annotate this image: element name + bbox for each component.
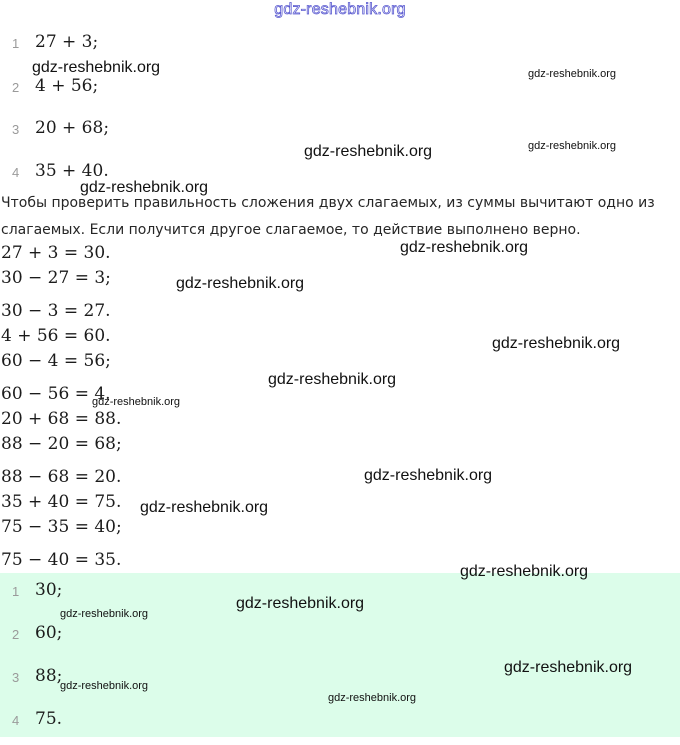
watermark: gdz-reshebnik.org bbox=[176, 275, 305, 292]
answer-value: 60; bbox=[35, 623, 63, 643]
watermark: gdz-reshebnik.org bbox=[492, 335, 621, 352]
watermark: gdz-reshebnik.org bbox=[504, 659, 633, 676]
task-line-number: 1 bbox=[12, 36, 20, 51]
task-line-expression: 27 + 3; bbox=[35, 32, 99, 52]
watermark: gdz-reshebnik.org bbox=[140, 499, 269, 516]
watermark: gdz-reshebnik.org bbox=[60, 680, 149, 692]
watermark: gdz-reshebnik.org bbox=[364, 467, 493, 484]
check-line: 75 − 35 = 40; bbox=[1, 517, 122, 537]
watermark: gdz-reshebnik.org bbox=[268, 371, 397, 388]
watermark: gdz-reshebnik.org bbox=[236, 595, 365, 612]
check-line: 4 + 56 = 60. bbox=[1, 326, 111, 346]
watermark: gdz-reshebnik.org bbox=[304, 143, 433, 160]
watermark: gdz-reshebnik.org bbox=[460, 563, 589, 580]
answer-number: 1 bbox=[12, 584, 20, 599]
check-line: 30 − 27 = 3; bbox=[1, 268, 111, 288]
check-line: 60 − 56 = 4. bbox=[1, 384, 111, 404]
watermark: gdz-reshebnik.org bbox=[32, 59, 161, 76]
explanation-line-2: слагаемых. Если получится другое слагаемое, то действие выполнено верно. bbox=[1, 222, 581, 238]
check-line: 88 − 20 = 68; bbox=[1, 434, 122, 454]
answer-value: 88; bbox=[35, 666, 63, 686]
header-watermark: gdz-reshebnik.org bbox=[274, 1, 406, 18]
watermark: gdz-reshebnik.org bbox=[80, 179, 209, 196]
explanation-line-1: Чтобы проверить правильность сложения двух слагаемых, из суммы вычитают одно из bbox=[1, 195, 655, 211]
answer-value: 75. bbox=[35, 709, 63, 729]
watermark: gdz-reshebnik.org bbox=[60, 608, 149, 620]
check-line: 20 + 68 = 88. bbox=[1, 409, 122, 429]
task-line-expression: 20 + 68; bbox=[35, 118, 110, 138]
task-line-expression: 35 + 40. bbox=[35, 161, 109, 181]
check-line: 27 + 3 = 30. bbox=[1, 243, 111, 263]
task-line-number: 4 bbox=[12, 165, 20, 180]
answer-number: 3 bbox=[12, 670, 20, 685]
task-line-expression: 4 + 56; bbox=[35, 76, 99, 96]
watermark: gdz-reshebnik.org bbox=[328, 692, 417, 704]
answer-number: 4 bbox=[12, 713, 20, 728]
task-line-number: 3 bbox=[12, 122, 20, 137]
watermark: gdz-reshebnik.org bbox=[92, 396, 181, 408]
check-line: 35 + 40 = 75. bbox=[1, 492, 122, 512]
watermark: gdz-reshebnik.org bbox=[528, 140, 617, 152]
watermark: gdz-reshebnik.org bbox=[400, 239, 529, 256]
answer-value: 30; bbox=[35, 580, 63, 600]
answer-number: 2 bbox=[12, 627, 20, 642]
check-line: 60 − 4 = 56; bbox=[1, 351, 111, 371]
check-line: 88 − 68 = 20. bbox=[1, 467, 122, 487]
task-line-number: 2 bbox=[12, 80, 20, 95]
check-line: 30 − 3 = 27. bbox=[1, 301, 111, 321]
check-line: 75 − 40 = 35. bbox=[1, 550, 122, 570]
watermark: gdz-reshebnik.org bbox=[528, 68, 617, 80]
